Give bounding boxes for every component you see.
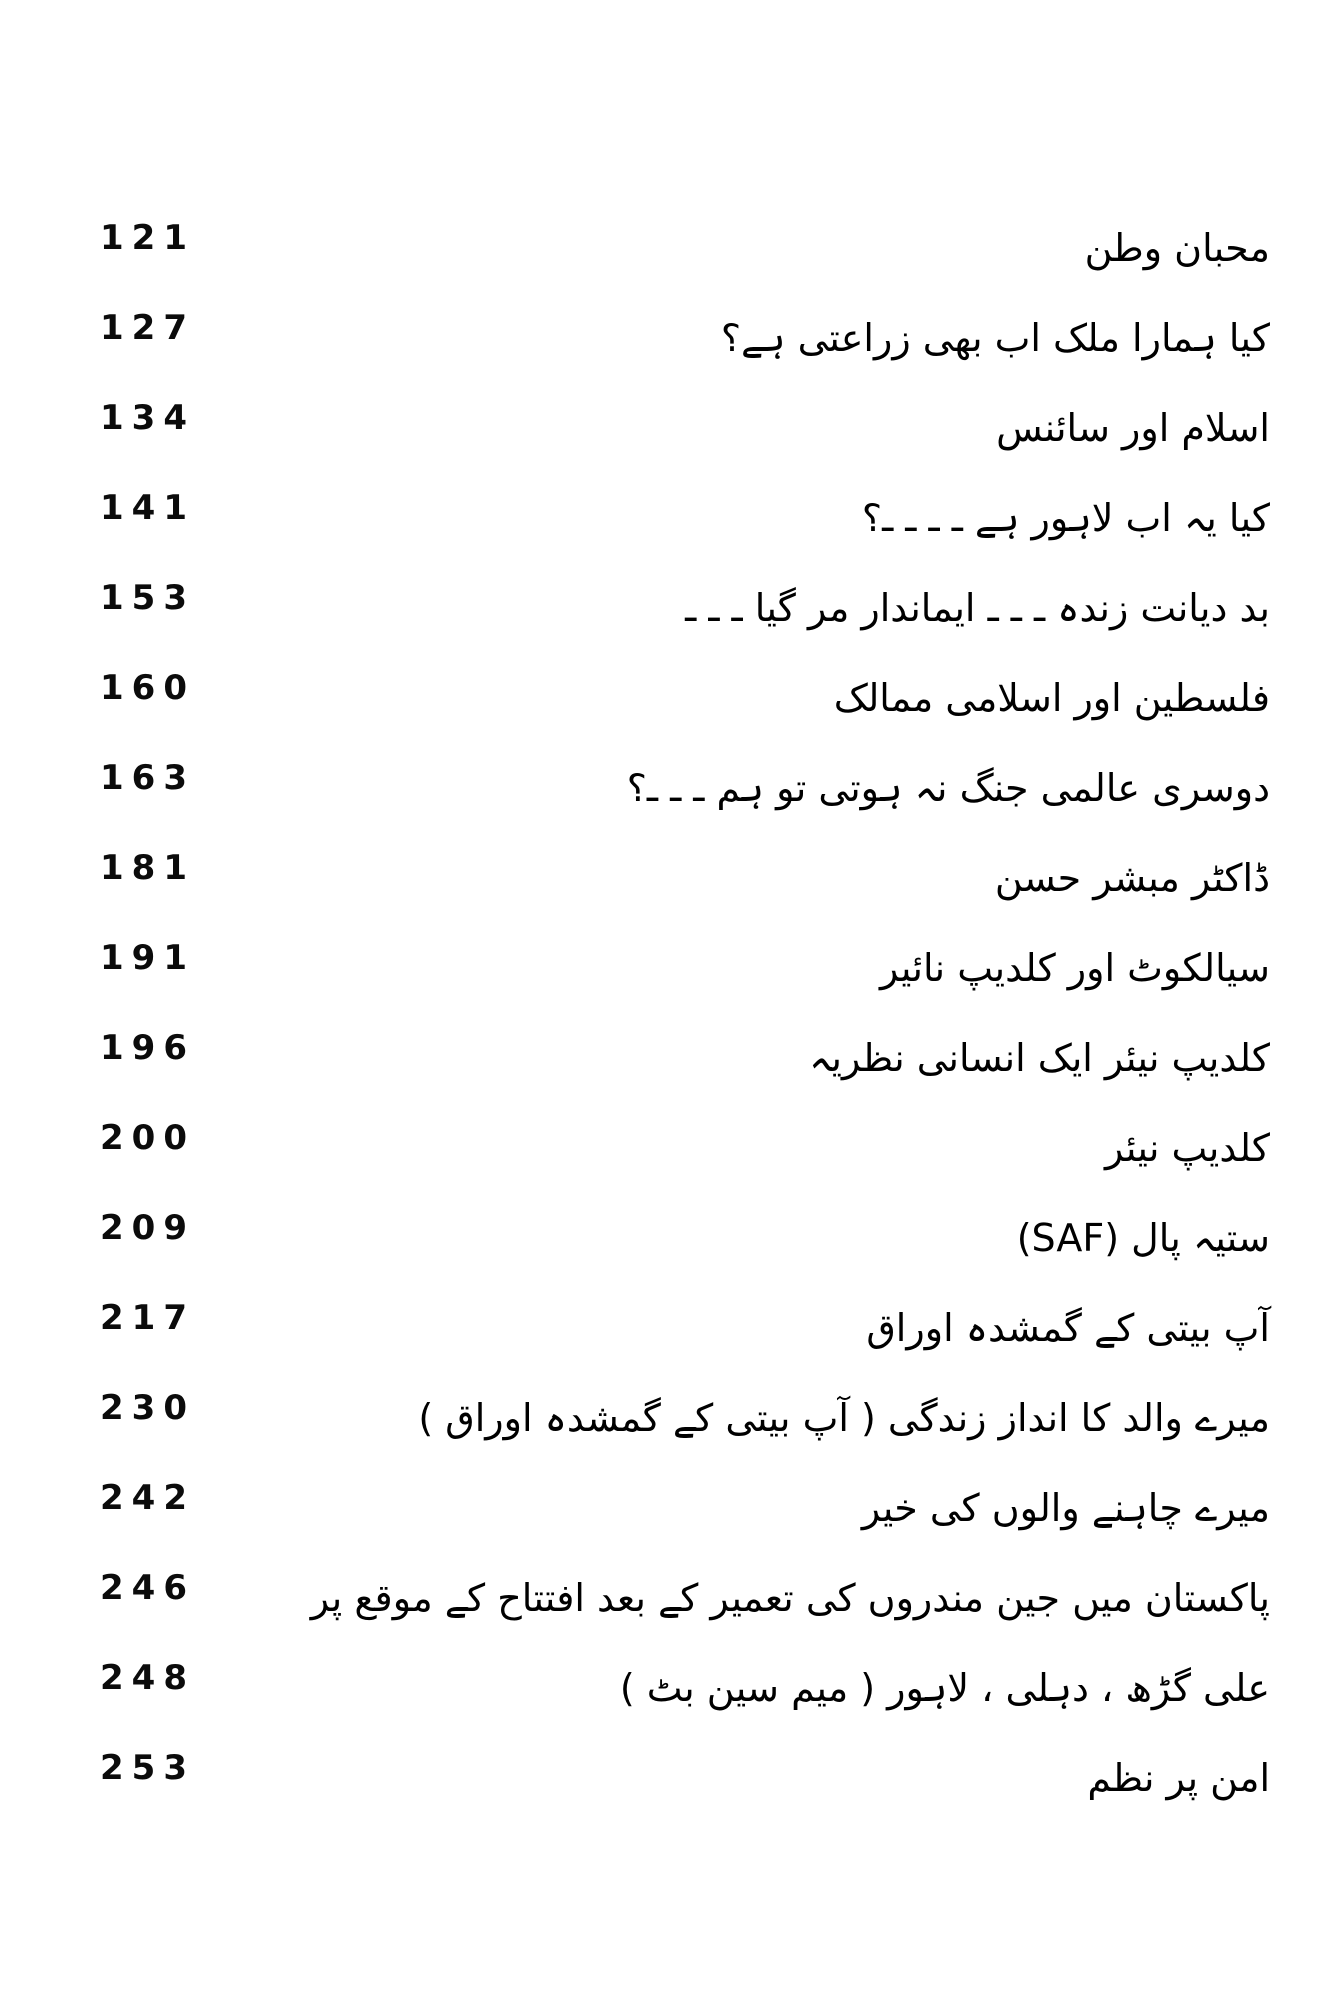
entry-title: کیا یہ اب لاہور ہے ـ ـ ـ ـ؟ [861,496,1270,540]
entry-title: محبان وطن [1084,226,1270,270]
toc-row [0,1723,1342,1813]
page-number: 141 [100,488,195,528]
page-number: 242 [100,1478,195,1518]
page-number: 121 [100,218,195,258]
entry-title: آپ بیتی کے گمشدہ اوراق [866,1306,1270,1350]
toc-row [0,913,1342,1003]
toc-row [0,553,1342,643]
entry-title: میرے والد کا انداز زندگی ( آپ بیتی کے گمشدہ اوراق ) [418,1396,1270,1440]
toc-row [0,1273,1342,1363]
toc-row [0,1453,1342,1543]
entry-title: فلسطین اور اسلامی ممالک [833,676,1270,720]
toc-row [0,373,1342,463]
toc-row [0,283,1342,373]
toc-row [0,1183,1342,1273]
toc-row [0,1363,1342,1453]
toc-row [0,823,1342,913]
entry-title: کلدیپ نیئر ایک انسانی نظریہ [809,1036,1270,1080]
entry-title: اسلام اور سائنس [996,406,1270,450]
page-number: 153 [100,578,195,618]
toc-list [0,193,1342,1813]
page-number: 160 [100,668,195,708]
toc-row [0,1633,1342,1723]
entry-title: امن پر نظم [1087,1756,1270,1800]
entry-title: کلدیپ نیئر [1104,1126,1270,1170]
toc-row [0,1543,1342,1633]
entry-title: سیالکوٹ اور کلدیپ نائیر [879,946,1270,990]
page-number: 196 [100,1028,195,1068]
toc-row [0,463,1342,553]
entry-title: دوسری عالمی جنگ نہ ہوتی تو ہم ـ ـ ـ؟ [626,766,1270,810]
page-number: 163 [100,758,195,798]
toc-row [0,733,1342,823]
toc-row [0,1003,1342,1093]
entry-title: پاکستان میں جین مندروں کی تعمیر کے بعد افتتاح کے موقع پر [310,1576,1270,1620]
toc-row [0,643,1342,733]
page-number: 127 [100,308,195,348]
page-number: 191 [100,938,195,978]
entry-title: علی گڑھ ، دہلی ، لاہور ( میم سین بٹ ) [619,1666,1270,1710]
page-number: 246 [100,1568,195,1608]
page-number: 253 [100,1748,195,1788]
page-number: 209 [100,1208,195,1248]
entry-title: ستیہ پال (SAF) [1016,1216,1270,1260]
entry-title: میرے چاہنے والوں کی خیر [861,1486,1270,1530]
page-number: 217 [100,1298,195,1338]
page-number: 248 [100,1658,195,1698]
page-number: 200 [100,1118,195,1158]
page-number: 134 [100,398,195,438]
entry-title: ڈاکٹر مبشر حسن [994,856,1270,900]
page-number: 230 [100,1388,195,1428]
entry-title: بد دیانت زندہ ـ ـ ـ ایماندار مر گیا ـ ـ ـ [685,586,1270,630]
toc-row [0,1093,1342,1183]
entry-title: کیا ہمارا ملک اب بھی زراعتی ہے؟ [720,316,1270,360]
toc-row [0,193,1342,283]
page-number: 181 [100,848,195,888]
